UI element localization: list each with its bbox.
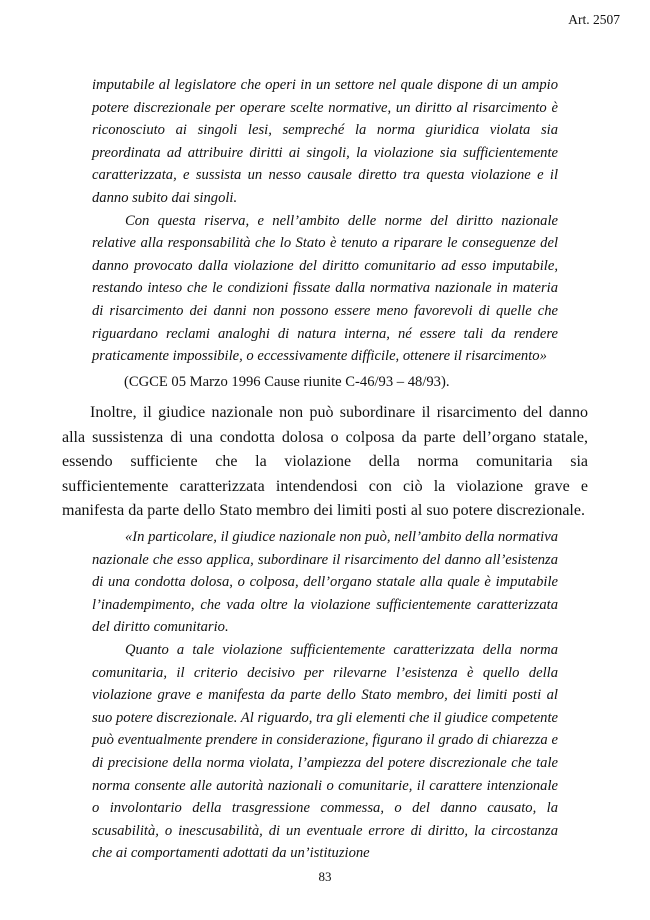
quotation-2-paragraph-1: «In particolare, il giudice nazionale non può, nell’ambito della normativa nazionale che esso applica, subordinare il risarcimento del danno all’esistenza di una condotta dolosa, o colposa, dell’organo statale alla quale è imputabile l’inadempimento, che vada oltre la violazione sufficientemente caratterizzata del diritto comunitario. <box>92 529 558 636</box>
page-number: 83 <box>318 869 332 884</box>
case-citation: (CGCE 05 Marzo 1996 Cause riunite C-46/93 – 48/93). <box>124 374 450 390</box>
body-paragraph: Inoltre, il giudice nazionale non può subordinare il risarcimento del danno alla sussistenza di una condotta dolosa o colposa da parte dell’organo statale, essendo sufficiente che la violazione della norma comunitaria sia sufficientemente caratterizzata intendendosi con ciò la violazione grave e manifesta da parte dello Stato membro dei limiti posti al suo potere discrezionale. <box>62 404 588 520</box>
quotation-2-paragraph-2: Quanto a tale violazione sufficientemente caratterizzata della norma comunitaria, il criterio decisivo per rilevarne l’esistenza è quello della violazione grave e manifesta da parte dello Stato membro, dei limiti posti al suo potere discrezionale. Al riguardo, tra gli elementi che il giudice competente può eventualmente prendere in considerazione, figurano il grado di chiarezza e di precisione della norma violata, l’ampiezza del potere discrezionale che tale norma consente alle autorità nazionali o comunitarie, il carattere intenzionale o involontario della trasgressione commessa, o del danno causato, la scusabilità, o inescusabilità, di un eventuale errore di diritto, la circostanza che ai comportamenti adottati da un’istituzione <box>92 641 558 862</box>
quotation-1-paragraph-2: Con questa riserva, e nell’ambito delle norme del diritto nazionale relative alla responsabilità che lo Stato è tenuto a riparare le conseguenze del danno provocato dalla violazione del diritto comunitario ad esso imputabile, restando inteso che le condizioni fissate dalla normativa nazionale in materia di risarcimento dei danni non possono essere meno favorevoli di quelle che riguardano reclami analoghi di natura interna, né essere tali da rendere praticamente impossibile, o eccessivamente difficile, ottenere il risarcimento» <box>92 212 558 365</box>
quotation-block-2 <box>92 526 558 865</box>
quotation-1-paragraph-1: imputabile al legislatore che operi in un settore nel quale dispone di un ampio potere discrezionale per operare scelte normative, un diritto al risarcimento è riconosciuto ai singoli lesi, sempreché la norma giuridica violata sia preordinata ad attribuire diritti ai singoli, la violazione sia sufficientemente caratterizzata, e sussista un nesso causale diretto tra questa violazione e il danno subito dai singoli. <box>92 77 558 206</box>
quotation-block-1 <box>92 74 558 368</box>
running-header: Art. 2507 <box>568 12 620 27</box>
